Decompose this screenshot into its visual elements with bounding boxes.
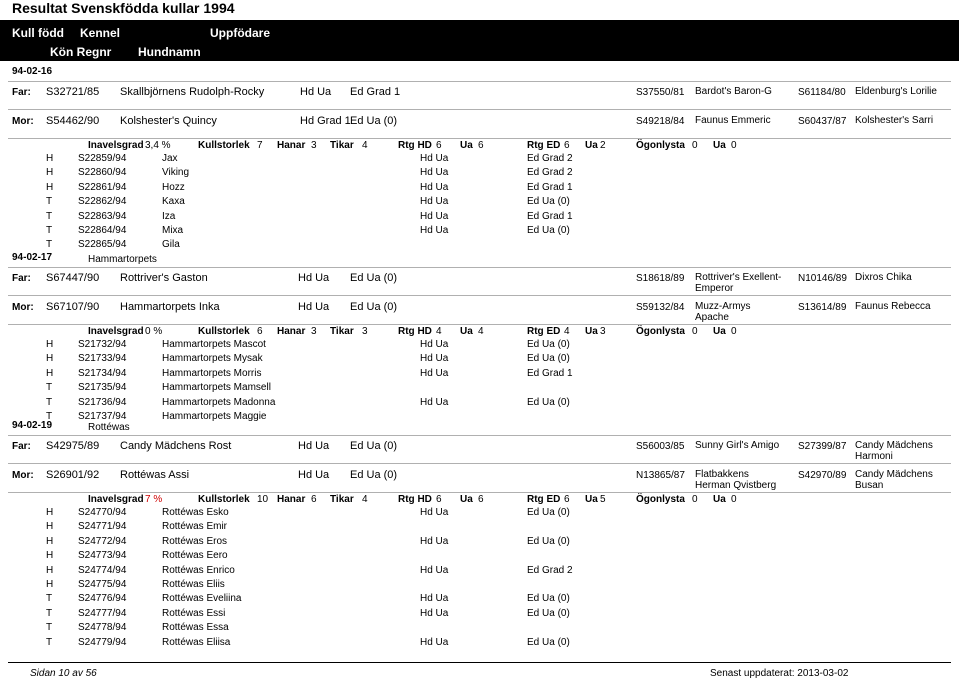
pup-row[interactable] <box>0 368 959 382</box>
mor-dam-name: Candy Mädchens Busan <box>855 469 933 491</box>
stats-row <box>0 140 959 154</box>
stat-value-ua_ed: 3 <box>600 326 606 337</box>
pup-sex: H <box>46 167 54 179</box>
pup-regnr: S21737/94 <box>78 411 127 422</box>
stat-value-ogonlysta: 0 <box>692 140 698 151</box>
pup-hd: Hd Ua <box>420 607 449 619</box>
mor-sire-name: Muzz-Armys Apache <box>695 301 751 323</box>
pup-regnr: S24775/94 <box>78 579 127 590</box>
pup-name[interactable]: Rottéwas Eliisa <box>162 636 231 648</box>
mor-sire-reg: S59132/84 <box>636 302 685 313</box>
stat-value-hanar: 6 <box>311 494 317 505</box>
litter-section <box>0 66 959 251</box>
stat-label-tikar: Tikar <box>330 326 354 337</box>
pup-sex: H <box>46 507 54 518</box>
stat-label-ua_ed: Ua <box>585 326 598 337</box>
pup-hd: Hd Ua <box>420 396 449 408</box>
divider <box>8 109 951 110</box>
mor-hd: Hd Ua <box>298 469 330 481</box>
pup-hd: Hd Ua <box>420 153 449 164</box>
far-sire-name: Sunny Girl's Amigo <box>695 440 780 451</box>
stat-value-tikar: 4 <box>362 494 368 505</box>
col-hundnamn: Hundnamn <box>138 45 201 59</box>
pup-row[interactable] <box>0 536 959 550</box>
pup-row[interactable] <box>0 182 959 196</box>
stat-value-hanar: 3 <box>311 140 317 151</box>
mor-dam-reg: S13614/89 <box>798 302 847 313</box>
pup-name[interactable]: Gila <box>162 239 180 251</box>
mor-sire-reg: N13865/87 <box>636 470 685 481</box>
pup-name[interactable]: Hammartorpets Maggie <box>162 411 267 422</box>
pup-name[interactable]: Rottéwas Essa <box>162 622 229 634</box>
mor-sire-reg: S49218/84 <box>636 116 685 127</box>
mor-hd: Hd Ua <box>298 301 330 313</box>
pup-name[interactable]: Rottéwas Eliis <box>162 579 225 590</box>
pup-ed: Ed Grad 2 <box>527 167 573 179</box>
pup-sex: H <box>46 181 54 193</box>
pup-regnr: S24772/94 <box>78 535 127 547</box>
stat-value-ogonlysta: 0 <box>692 494 698 505</box>
pup-name[interactable]: Hammartorpets Mascot <box>162 339 266 350</box>
pup-regnr: S22864/94 <box>78 225 127 236</box>
pup-name[interactable]: Rottéwas Eero <box>162 550 228 562</box>
stat-label-rtg_hd: Rtg HD <box>398 140 432 151</box>
pup-sex: H <box>46 564 54 576</box>
litter-section <box>0 252 959 422</box>
pup-row[interactable] <box>0 211 959 225</box>
pup-sex: T <box>46 210 53 222</box>
far-regnr: S42975/89 <box>46 440 100 452</box>
stat-label-ua_eye: Ua <box>713 494 726 505</box>
stat-value-inavelsgrad: 3,4 % <box>145 140 171 151</box>
litter-kennel: Rottéwas <box>88 422 130 433</box>
divider <box>8 138 951 139</box>
mor-label: Mor: <box>12 470 34 481</box>
pup-hd: Hd Ua <box>420 196 449 208</box>
pup-name[interactable]: Iza <box>162 210 176 222</box>
mor-dam-name: Faunus Rebecca <box>855 301 931 312</box>
divider <box>8 295 951 296</box>
far-dam-name: Candy Mädchens Harmoni <box>855 440 933 462</box>
far-label: Far: <box>12 87 31 98</box>
stat-label-ua_hd: Ua <box>460 494 473 505</box>
stat-label-kullstorlek: Kullstorlek <box>198 140 250 151</box>
pup-hd: Hd Ua <box>420 167 449 179</box>
stat-value-ua_eye: 0 <box>731 140 737 151</box>
pup-row[interactable] <box>0 225 959 239</box>
stat-label-rtg_hd: Rtg HD <box>398 494 432 505</box>
pup-sex: H <box>46 550 54 562</box>
stat-label-ua_hd: Ua <box>460 140 473 151</box>
stat-label-rtg_ed: Rtg ED <box>527 140 561 151</box>
pup-regnr: S24776/94 <box>78 593 127 605</box>
litter-kennel: Hammartorpets <box>88 254 157 265</box>
pup-sex: T <box>46 396 53 408</box>
stat-label-ua_ed: Ua <box>585 494 598 505</box>
mor-name[interactable]: Rottéwas Assi <box>120 469 190 481</box>
pup-regnr: S24770/94 <box>78 507 127 518</box>
pup-hd: Hd Ua <box>420 593 449 605</box>
far-sire-reg: S56003/85 <box>636 441 685 452</box>
mor-name[interactable]: Kolshester's Quincy <box>120 115 217 127</box>
pup-row[interactable] <box>0 167 959 181</box>
far-sire-name: Rottriver's Exellent-Emperor <box>695 272 782 294</box>
pup-sex: T <box>46 239 53 251</box>
divider <box>8 492 951 493</box>
pup-sex: T <box>46 382 53 394</box>
pup-regnr: S22865/94 <box>78 239 127 251</box>
pup-hd: Hd Ua <box>420 535 449 547</box>
pup-ed: Ed Grad 1 <box>527 210 573 222</box>
stat-label-ua_eye: Ua <box>713 140 726 151</box>
stat-label-rtg_ed: Rtg ED <box>527 494 561 505</box>
pup-regnr: S22861/94 <box>78 181 127 193</box>
page-title: Resultat Svenskfödda kullar 1994 <box>12 0 235 16</box>
stat-label-inavelsgrad: Inavelsgrad <box>88 494 144 505</box>
pup-name[interactable]: Rottéwas Emir <box>162 521 228 533</box>
pup-ed: Ed Grad 1 <box>527 181 573 193</box>
far-name[interactable]: Rottriver's Gaston <box>120 272 208 284</box>
far-ed: Ed Grad 1 <box>350 86 401 98</box>
stat-value-rtg_ed: 6 <box>564 140 570 151</box>
pup-sex: T <box>46 607 53 619</box>
pup-hd: Hd Ua <box>420 225 449 236</box>
pup-sex: H <box>46 367 54 379</box>
far-regnr: S67447/90 <box>46 272 100 284</box>
far-dam-reg: S27399/87 <box>798 441 847 452</box>
stat-label-ua_eye: Ua <box>713 326 726 337</box>
col-uppfodare: Uppfödare <box>210 26 270 40</box>
litter-section <box>0 420 959 648</box>
pup-name[interactable]: Mixa <box>162 225 184 236</box>
stat-value-inavelsgrad: 0 % <box>145 326 163 337</box>
divider <box>8 81 951 82</box>
pup-regnr: S22863/94 <box>78 210 127 222</box>
pup-regnr: S21734/94 <box>78 367 127 379</box>
mor-dam-name: Kolshester's Sarri <box>855 115 934 126</box>
mor-label: Mor: <box>12 302 34 313</box>
mor-hd: Hd Grad 1 <box>300 115 351 127</box>
far-sire-name: Bardot's Baron-G <box>695 86 772 97</box>
pup-regnr: S21732/94 <box>78 339 127 350</box>
mor-regnr: S54462/90 <box>46 115 100 127</box>
mor-sire-name: Faunus Emmeric <box>695 115 771 126</box>
far-regnr: S32721/85 <box>46 86 100 98</box>
stat-label-inavelsgrad: Inavelsgrad <box>88 140 144 151</box>
stat-value-ua_eye: 0 <box>731 494 737 505</box>
pup-ed: Ed Ua (0) <box>527 507 570 518</box>
last-updated: Senast uppdaterat: 2013-03-02 <box>710 668 849 679</box>
stat-value-tikar: 3 <box>362 326 368 337</box>
far-sire-reg: S18618/89 <box>636 273 685 284</box>
pup-sex: H <box>46 153 54 164</box>
pup-name[interactable]: Rottéwas Essi <box>162 607 226 619</box>
pup-hd: Hd Ua <box>420 507 449 518</box>
pup-regnr: S24777/94 <box>78 607 127 619</box>
pup-name[interactable]: Rottéwas Eveliina <box>162 593 242 605</box>
pup-ed: Ed Ua (0) <box>527 607 570 619</box>
pup-hd: Hd Ua <box>420 636 449 648</box>
pup-ed: Ed Ua (0) <box>527 593 570 605</box>
stat-value-ua_ed: 2 <box>600 140 606 151</box>
far-hd: Hd Ua <box>300 86 332 98</box>
mor-row <box>0 466 959 492</box>
mor-dam-reg: S42970/89 <box>798 470 847 481</box>
stat-label-ogonlysta: Ögonlysta <box>636 140 685 151</box>
pup-ed: Ed Ua (0) <box>527 636 570 648</box>
stat-value-rtg_ed: 6 <box>564 494 570 505</box>
pup-regnr: S21735/94 <box>78 382 127 394</box>
pup-name[interactable]: Hammartorpets Madonna <box>162 396 276 408</box>
stat-label-ogonlysta: Ögonlysta <box>636 494 685 505</box>
stat-label-ua_hd: Ua <box>460 326 473 337</box>
pup-regnr: S21736/94 <box>78 396 127 408</box>
pup-ed: Ed Grad 1 <box>527 367 573 379</box>
pup-row[interactable] <box>0 579 959 593</box>
pup-ed: Ed Ua (0) <box>527 396 570 408</box>
pup-name[interactable]: Rottéwas Enrico <box>162 564 235 576</box>
far-row <box>0 83 959 109</box>
stat-label-kullstorlek: Kullstorlek <box>198 494 250 505</box>
pup-regnr: S24778/94 <box>78 622 127 634</box>
pup-name[interactable]: Kaxa <box>162 196 185 208</box>
far-hd: Hd Ua <box>298 272 330 284</box>
far-name[interactable]: Candy Mädchens Rost <box>120 440 232 452</box>
far-dam-name: Eldenburg's Lorilie <box>855 86 937 97</box>
far-row <box>0 269 959 295</box>
pup-regnr: S24771/94 <box>78 521 127 533</box>
mor-ed: Ed Ua (0) <box>350 115 398 127</box>
far-ed: Ed Ua (0) <box>350 272 398 284</box>
stat-value-kullstorlek: 10 <box>257 494 269 505</box>
pup-regnr: S24774/94 <box>78 564 127 576</box>
pup-row[interactable] <box>0 353 959 367</box>
pup-ed: Ed Ua (0) <box>527 196 570 208</box>
pup-row[interactable] <box>0 550 959 564</box>
mor-row <box>0 112 959 138</box>
pup-regnr: S22862/94 <box>78 196 127 208</box>
pup-name[interactable]: Viking <box>162 167 190 179</box>
pup-regnr: S22860/94 <box>78 167 127 179</box>
pup-name[interactable]: Hammartorpets Mysak <box>162 353 263 365</box>
stat-value-ua_eye: 0 <box>731 326 737 337</box>
stat-label-hanar: Hanar <box>277 326 306 337</box>
stat-value-ua_hd: 4 <box>478 326 484 337</box>
stats-row <box>0 494 959 508</box>
stat-value-kullstorlek: 6 <box>257 326 263 337</box>
column-header-bar <box>0 20 959 61</box>
mor-sire-name: Flatbakkens Herman Qvistberg <box>695 469 777 491</box>
mor-label: Mor: <box>12 116 34 127</box>
pup-row[interactable] <box>0 593 959 607</box>
pup-row[interactable] <box>0 153 959 167</box>
pup-ed: Ed Ua (0) <box>527 353 570 365</box>
stat-value-rtg_hd: 6 <box>436 494 442 505</box>
stat-value-ogonlysta: 0 <box>692 326 698 337</box>
mor-regnr: S26901/92 <box>46 469 100 481</box>
pup-regnr: S22859/94 <box>78 153 127 164</box>
stat-label-inavelsgrad: Inavelsgrad <box>88 326 144 337</box>
pup-hd: Hd Ua <box>420 181 449 193</box>
stat-label-tikar: Tikar <box>330 140 354 151</box>
pup-hd: Hd Ua <box>420 210 449 222</box>
pup-sex: T <box>46 622 53 634</box>
col-kennel: Kennel <box>80 26 121 40</box>
pup-name[interactable]: Hammartorpets Morris <box>162 367 262 379</box>
col-kull-fodd: Kull född <box>12 26 64 40</box>
far-name[interactable]: Skallbjörnens Rudolph-Rocky <box>120 86 265 98</box>
mor-ed: Ed Ua (0) <box>350 469 398 481</box>
pup-row[interactable] <box>0 565 959 579</box>
divider <box>8 463 951 464</box>
stat-value-inavelsgrad: 7 % <box>145 494 163 505</box>
stat-label-ua_ed: Ua <box>585 140 598 151</box>
pup-name[interactable]: Jax <box>162 153 178 164</box>
pup-ed: Ed Ua (0) <box>527 339 570 350</box>
stat-label-rtg_hd: Rtg HD <box>398 326 432 337</box>
mor-row <box>0 298 959 324</box>
pup-row[interactable] <box>0 521 959 535</box>
pup-ed: Ed Ua (0) <box>527 535 570 547</box>
far-hd: Hd Ua <box>298 440 330 452</box>
pup-regnr: S21733/94 <box>78 353 127 365</box>
divider <box>8 324 951 325</box>
page-number: Sidan 10 av 56 <box>30 668 97 679</box>
stat-label-hanar: Hanar <box>277 494 306 505</box>
far-label: Far: <box>12 441 31 452</box>
pup-hd: Hd Ua <box>420 564 449 576</box>
pup-sex: H <box>46 579 54 590</box>
pup-row[interactable] <box>0 622 959 636</box>
pup-row[interactable] <box>0 397 959 411</box>
stat-value-rtg_ed: 4 <box>564 326 570 337</box>
far-ed: Ed Ua (0) <box>350 440 398 452</box>
pup-ed: Ed Grad 2 <box>527 564 573 576</box>
pup-row[interactable] <box>0 196 959 210</box>
stats-row <box>0 326 959 340</box>
col-kon-regnr: Kön Regnr <box>50 45 112 59</box>
stat-value-rtg_hd: 6 <box>436 140 442 151</box>
divider <box>8 267 951 268</box>
pup-sex: T <box>46 196 53 208</box>
far-dam-name: Dixros Chika <box>855 272 912 283</box>
footer-divider <box>8 662 951 663</box>
far-row <box>0 437 959 463</box>
pup-name[interactable]: Rottéwas Esko <box>162 507 229 518</box>
pup-ed: Ed Ua (0) <box>527 225 570 236</box>
pup-hd: Hd Ua <box>420 367 449 379</box>
pup-sex: T <box>46 593 53 605</box>
stat-label-ogonlysta: Ögonlysta <box>636 326 685 337</box>
pup-row[interactable] <box>0 507 959 521</box>
far-dam-reg: S61184/80 <box>798 87 846 98</box>
stat-value-ua_hd: 6 <box>478 494 484 505</box>
stat-label-tikar: Tikar <box>330 494 354 505</box>
stat-label-rtg_ed: Rtg ED <box>527 326 561 337</box>
pup-row[interactable] <box>0 637 959 651</box>
mor-ed: Ed Ua (0) <box>350 301 398 313</box>
stat-value-tikar: 4 <box>362 140 368 151</box>
stat-label-hanar: Hanar <box>277 140 306 151</box>
stat-value-ua_ed: 5 <box>600 494 606 505</box>
litter-date: 94-02-17 <box>12 252 53 263</box>
pup-sex: T <box>46 411 53 422</box>
pup-regnr: S24779/94 <box>78 636 127 648</box>
pup-row[interactable] <box>0 382 959 396</box>
pup-name[interactable]: Rottéwas Eros <box>162 535 228 547</box>
pup-sex: H <box>46 353 54 365</box>
pup-name[interactable]: Hammartorpets Mamsell <box>162 382 271 394</box>
stat-value-hanar: 3 <box>311 326 317 337</box>
stat-value-ua_hd: 6 <box>478 140 484 151</box>
divider <box>8 435 951 436</box>
pup-hd: Hd Ua <box>420 339 449 350</box>
pup-sex: H <box>46 339 54 350</box>
mor-dam-reg: S60437/87 <box>798 116 847 127</box>
stat-value-rtg_hd: 4 <box>436 326 442 337</box>
pup-sex: H <box>46 521 54 533</box>
far-dam-reg: N10146/89 <box>798 273 847 284</box>
pup-regnr: S24773/94 <box>78 550 127 562</box>
pup-sex: H <box>46 535 54 547</box>
pup-row[interactable] <box>0 339 959 353</box>
mor-regnr: S67107/90 <box>46 301 100 313</box>
mor-name[interactable]: Hammartorpets Inka <box>120 301 220 313</box>
far-label: Far: <box>12 273 31 284</box>
pup-sex: T <box>46 636 53 648</box>
litter-date: 94-02-16 <box>12 66 53 77</box>
pup-name[interactable]: Hozz <box>162 181 185 193</box>
litter-date: 94-02-19 <box>12 420 53 431</box>
pup-sex: T <box>46 225 53 236</box>
pup-row[interactable] <box>0 608 959 622</box>
stat-value-kullstorlek: 7 <box>257 140 263 151</box>
pup-ed: Ed Grad 2 <box>527 153 573 164</box>
stat-label-kullstorlek: Kullstorlek <box>198 326 250 337</box>
far-sire-reg: S37550/81 <box>636 87 685 98</box>
pup-hd: Hd Ua <box>420 353 449 365</box>
